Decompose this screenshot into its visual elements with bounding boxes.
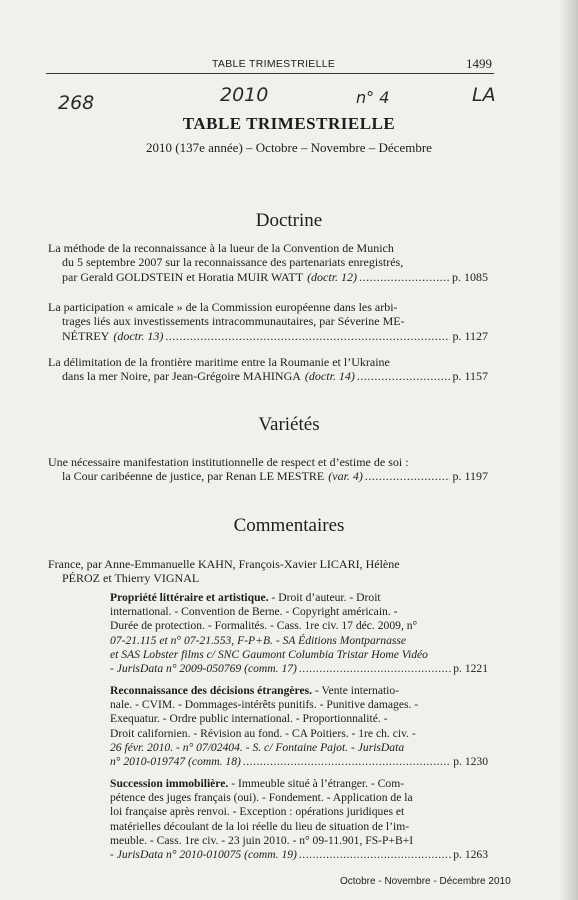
main-title: TABLE TRIMESTRIELLE: [182, 114, 396, 133]
item-line: et SAS Lobster films c/ SNC Gaumont Columbia Tristar Home Vidéo: [110, 647, 428, 661]
commentaire-item: [110, 591, 488, 676]
doctrine-entry: [48, 355, 488, 384]
item-page: p. 1221: [453, 662, 488, 676]
entry-leader-line: [48, 369, 488, 383]
item-line: Exequatur. - Ordre public international. - Proportionnalité. -: [110, 712, 388, 726]
entry-page: p. 1197: [452, 469, 488, 484]
commentaire-item: [110, 684, 488, 769]
item-line: 26 févr. 2010. - n° 07/02404. - S. c/ Fontaine Pajot. - JurisData: [110, 740, 405, 754]
commentaire-item: [110, 777, 488, 862]
item-line: matérielles découlant de la loi réelle du lieu de situation de l’im-: [110, 819, 410, 833]
entry-line: La méthode de la reconnaissance à la lueur de la Convention de Munich: [48, 241, 394, 255]
page-footer: Octobre - Novembre - Décembre 2010: [340, 876, 511, 887]
handwritten-note-year: 2010: [220, 84, 269, 106]
section-heading-varietes: Variétés: [258, 414, 320, 435]
item-title: Succession immobilière.: [110, 777, 229, 790]
item-line: - Droit d’auteur. - Droit: [268, 591, 381, 604]
entry-line: La participation « amicale » de la Commission européenne dans les arbi-: [48, 300, 398, 314]
item-page: p. 1263: [453, 848, 488, 862]
authors-line: France, par Anne-Emmanuelle KAHN, François-Xavier LICARI, Hélène: [48, 557, 400, 571]
entry-reference: (var. 4): [328, 469, 363, 484]
item-line: 07-21.115 et n° 07-21.553, F-P+B. - SA Éditions Montparnasse: [110, 633, 407, 647]
item-line: - Vente internatio-: [312, 684, 400, 697]
handwritten-note-right: LA: [472, 84, 496, 106]
item-reference: - JurisData n° 2010-010075 (comm. 19): [110, 848, 297, 862]
dot-leader: [359, 270, 450, 284]
item-leader-line: [110, 848, 488, 862]
dot-leader: [365, 469, 451, 483]
page-number: 1499: [466, 56, 492, 71]
item-line: - Immeuble situé à l’étranger. - Com-: [228, 777, 405, 790]
authors-line: PÉROZ et Thierry VIGNAL: [62, 571, 200, 586]
entry-line: La délimitation de la frontière maritime entre la Roumanie et l’Ukraine: [48, 355, 390, 369]
dot-leader: [299, 662, 451, 676]
varietes-entry: [48, 455, 488, 484]
item-leader-line: [110, 662, 488, 676]
handwritten-note-left: 268: [58, 92, 95, 114]
entry-author: NÉTREY: [62, 328, 110, 343]
item-reference: n° 2010-019747 (comm. 18): [110, 755, 241, 769]
item-line: international. - Convention de Berne. - Copyright américain. -: [110, 605, 398, 619]
section-heading-commentaires: Commentaires: [233, 515, 345, 536]
section-heading-doctrine: Doctrine: [255, 210, 323, 231]
entry-author: par Gerald GOLDSTEIN et Horatia MUIR WATT: [62, 269, 304, 284]
entry-line: trages liés aux investissements intracommunautaires, par Séverine ME-: [62, 314, 405, 329]
item-leader-line: [110, 755, 488, 769]
entry-leader-line: [48, 270, 488, 284]
entry-line: Une nécessaire manifestation institutionnelle de respect et d’estime de soi :: [48, 455, 409, 469]
entry-author: dans la mer Noire, par Jean-Grégoire MAHINGA: [62, 369, 301, 384]
item-line: Droit californien. - Révision au fond. - CA Poitiers. - 1re ch. civ. -: [110, 726, 416, 740]
entry-page: p. 1157: [452, 369, 488, 384]
item-page: p. 1230: [453, 755, 488, 769]
entry-reference: (doctr. 12): [307, 269, 358, 284]
page-edge-shadow: [560, 0, 578, 900]
item-title: Propriété littéraire et artistique.: [110, 591, 269, 604]
dot-leader: [299, 848, 451, 862]
running-head: [46, 56, 494, 72]
dot-leader: [357, 369, 451, 383]
entry-leader-line: [48, 469, 488, 483]
item-line: nale. - CVIM. - Dommages-intérêts punitifs. - Punitive damages. -: [110, 698, 419, 712]
doctrine-entry: [48, 300, 488, 343]
item-line: Durée de protection. - Formalités. - Cass. 1re civ. 17 déc. 2009, n°: [110, 619, 418, 633]
item-line: meuble. - Cass. 1re civ. - 23 juin 2010. - n° 09-11.901, FS-P+B+I: [110, 833, 414, 847]
item-line: loi française après renvoi. - Exception : opérations juridiques et: [110, 805, 405, 819]
entry-reference: (doctr. 14): [304, 369, 355, 384]
subtitle: 2010 (137e année) – Octobre – Novembre – Décembre: [146, 140, 432, 155]
item-title: Reconnaissance des décisions étrangères.: [110, 684, 313, 697]
entry-page: p. 1085: [452, 269, 488, 284]
dot-leader: [165, 329, 450, 343]
item-reference: - JurisData n° 2009-050769 (comm. 17): [110, 662, 297, 676]
item-line: pétence des juges français (oui). - Fondement. - Application de la: [110, 791, 413, 805]
entry-line: du 5 septembre 2007 sur la reconnaissance des partenariats enregistrés,: [62, 255, 404, 270]
running-head-rule: [46, 73, 494, 74]
entry-author: la Cour caribéenne de justice, par Renan LE MESTRE: [62, 469, 325, 484]
entry-reference: (doctr. 13): [113, 328, 164, 343]
entry-leader-line: [48, 329, 488, 343]
running-head-title: TABLE TRIMESTRIELLE: [212, 58, 336, 70]
commentaires-authors: [48, 557, 488, 586]
entry-page: p. 1127: [452, 328, 488, 343]
doctrine-entry: [48, 241, 488, 284]
dot-leader: [243, 755, 451, 769]
handwritten-note-issue: n° 4: [356, 88, 390, 107]
